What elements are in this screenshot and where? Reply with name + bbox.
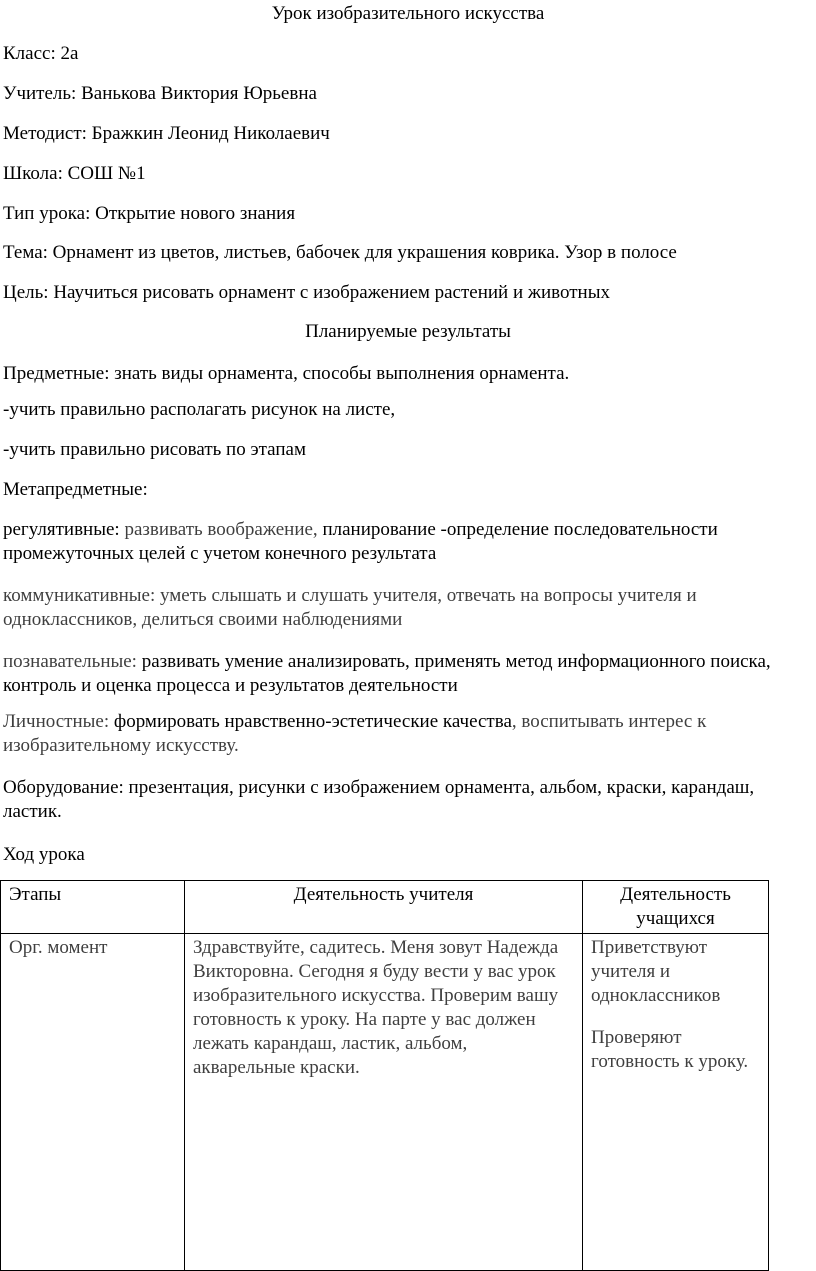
results-heading: Планируемые результаты (305, 321, 511, 342)
document-title: Урок изобразительного искусства (271, 3, 545, 24)
regulative-paragraph (3, 518, 808, 566)
personal-text: формировать нравственно-эстетические качества (113, 711, 512, 732)
cognitive-paragraph (3, 650, 808, 698)
header-stages: Этапы (1, 881, 185, 934)
meta-heading: Метапредметные: (3, 479, 148, 500)
cell-student-activity (583, 934, 769, 1271)
info-topic: Тема: Орнамент из цветов, листьев, бабочек для украшения коврика. Узор в полосе (3, 242, 677, 263)
communicative-text: уметь слышать и слушать учителя, отвечать на вопросы учителя и одноклассников, делиться своими наблюдениями (3, 585, 697, 630)
info-methodist: Методист: Бражкин Леонид Николаевич (3, 123, 330, 144)
subject-results: Предметные: знать виды орнамента, способы выполнения орнамента. (3, 363, 570, 384)
student-activity-1: Приветствуют учителя и одноклассников (591, 937, 721, 1006)
course-heading: Ход урока (3, 844, 85, 865)
info-class: Класс: 2а (3, 43, 79, 64)
header-student-activity: Деятельность учащихся (583, 881, 769, 934)
personal-paragraph (3, 710, 808, 758)
cognitive-label: познавательные: (3, 651, 142, 672)
header-teacher-activity: Деятельность учителя (185, 881, 583, 934)
cognitive-text: развивать умение анализировать, применять метод информационного поиска, контроль и оценка процесса и результатов деятельности (3, 651, 771, 696)
info-goal: Цель: Научиться рисовать орнамент с изображением растений и животных (3, 282, 610, 303)
communicative-label: коммуникативные: (3, 585, 161, 606)
student-activity-2: Проверяют готовность к уроку. (591, 1027, 749, 1072)
cell-teacher-activity: Здравствуйте, садитесь. Меня зовут Надежда Викторовна. Сегодня я буду вести у вас урок изобразительного искусства. Проверим вашу готовность к уроку. На парте у вас должен лежать карандаш, ластик, альбом, акварельные краски. (185, 934, 583, 1271)
subject-item-1: -учить правильно располагать рисунок на листе, (3, 399, 396, 420)
personal-text-grey: , воспитывать интерес к изобразительному искусству. (3, 711, 707, 756)
lesson-table (0, 880, 769, 1271)
regulative-label: регулятивные: (3, 519, 125, 540)
subject-item-2: -учить правильно рисовать по этапам (3, 439, 306, 460)
table-row (1, 934, 769, 1271)
regulative-text: планирование -определение последовательности промежуточных целей с учетом конечного результата (3, 519, 718, 564)
regulative-text-grey: развивать воображение, (124, 519, 323, 540)
cell-stage: Орг. момент (1, 934, 185, 1271)
table-header-row (1, 881, 769, 934)
info-teacher: Учитель: Ванькова Виктория Юрьевна (3, 83, 317, 104)
equipment-paragraph: Оборудование: презентация, рисунки с изображением орнамента, альбом, краски, карандаш, ластик. (3, 777, 755, 822)
communicative-paragraph (3, 584, 808, 632)
info-school: Школа: СОШ №1 (3, 163, 146, 184)
info-lesson-type: Тип урока: Открытие нового знания (3, 203, 296, 224)
personal-label: Личностные: (3, 711, 114, 732)
